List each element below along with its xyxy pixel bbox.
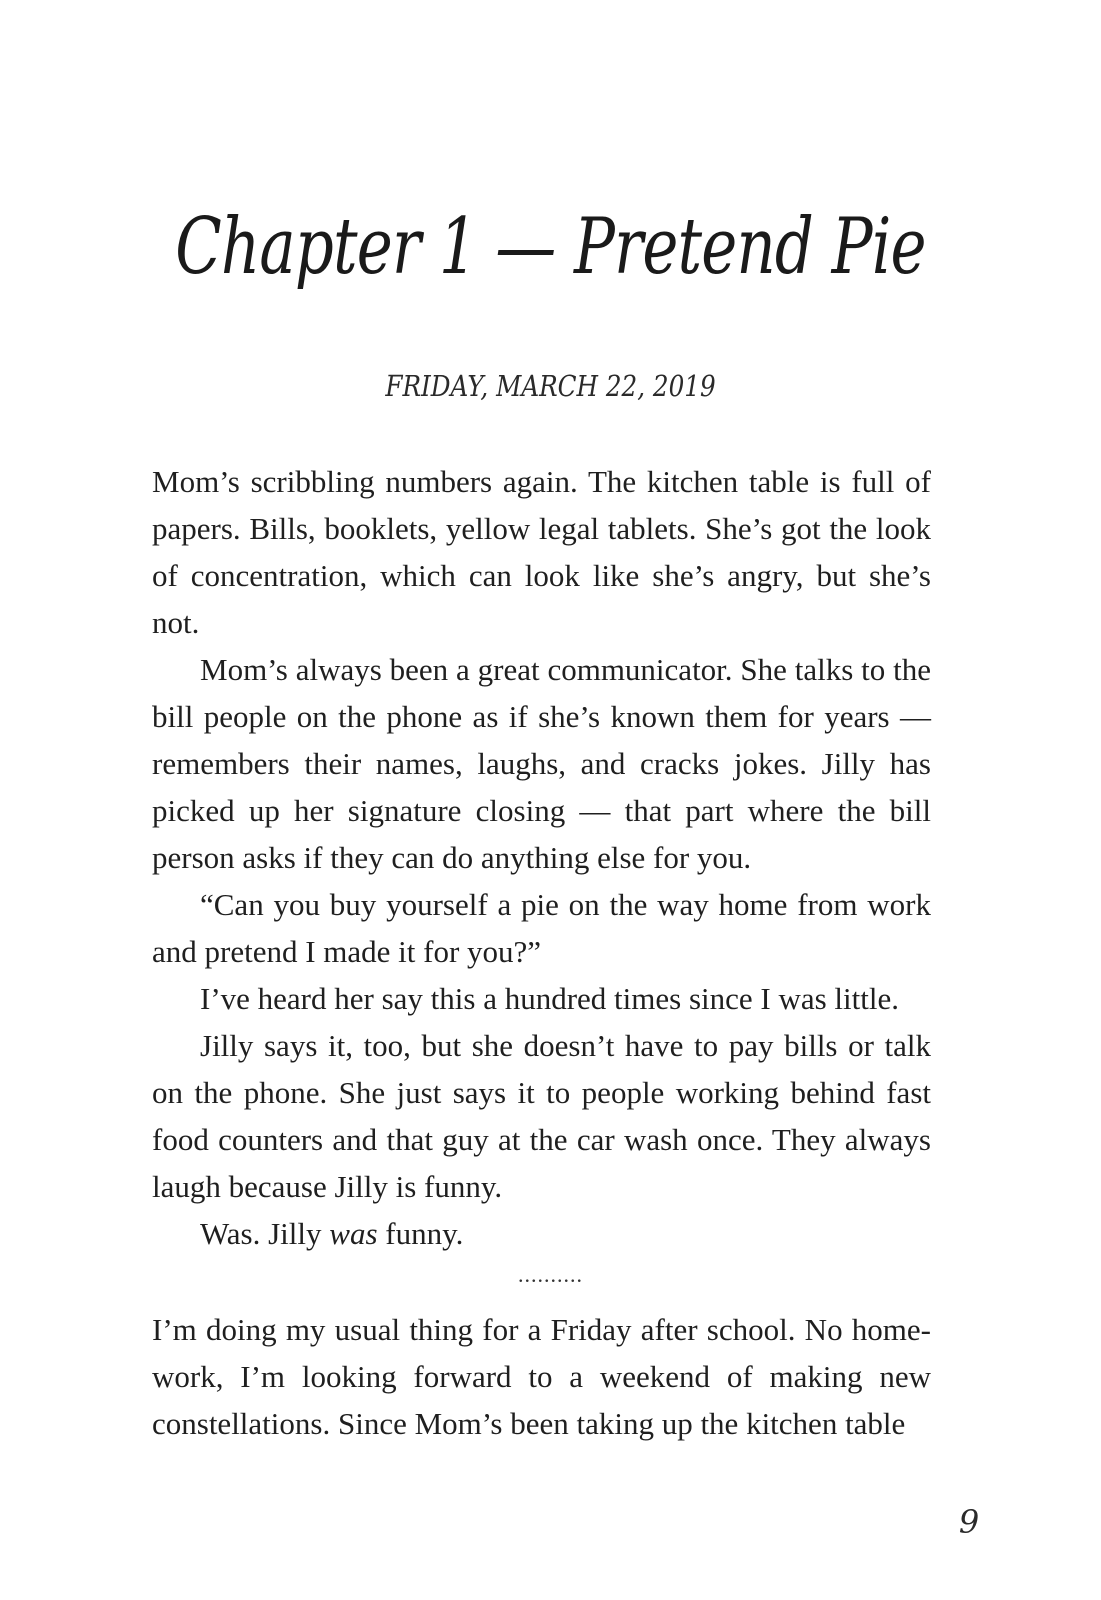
paragraph-5: Jilly says it, too, but she doesn’t have to pay bills or talk on the phone. She just says it to people working behind fast food counters and that guy at the car wash once. They always laugh because Jilly is funny. bbox=[152, 1028, 931, 1204]
chapter-date: FRIDAY, MARCH 22, 2019 bbox=[385, 369, 716, 403]
paragraph-4: I’ve heard her say this a hundred times since I was little. bbox=[200, 981, 899, 1016]
scene-break: .......... bbox=[518, 1262, 583, 1287]
paragraph-3: “Can you buy yourself a pie on the way home from work and pretend I made it for you?” bbox=[152, 887, 931, 969]
paragraph-2: Mom’s always been a great communicator. She talks to the bill people on the phone as if she’s known them for years — remembers their names, laughs, and cracks jokes. Jilly has picked up her signature closing — that part where the bill person asks if they can do anything else for you. bbox=[152, 652, 931, 875]
paragraph-1: Mom’s scribbling numbers again. The kitchen table is full of papers. Bills, booklets, yellow legal tablets. She’s got the look of concentration, which can look like she’s angry, but she’s not. bbox=[152, 464, 931, 640]
paragraph-7: I’m doing my usual thing for a Friday after school. No home-work, I’m looking forward to a weekend of making new constellations. Since Mom’s been taking up the kitchen table bbox=[152, 1312, 931, 1441]
paragraph-6 bbox=[152, 1210, 931, 1257]
paragraph-6-end: funny. bbox=[377, 1216, 464, 1251]
paragraph-6-emphasis: was bbox=[329, 1216, 378, 1251]
chapter-title: Chapter 1 — Pretend Pie bbox=[175, 202, 926, 292]
body-text-section-2 bbox=[152, 1306, 931, 1447]
body-text-section-1 bbox=[152, 458, 931, 1257]
page-number: 9 bbox=[958, 1503, 980, 1541]
paragraph-6-start: Was. Jilly bbox=[200, 1216, 330, 1251]
